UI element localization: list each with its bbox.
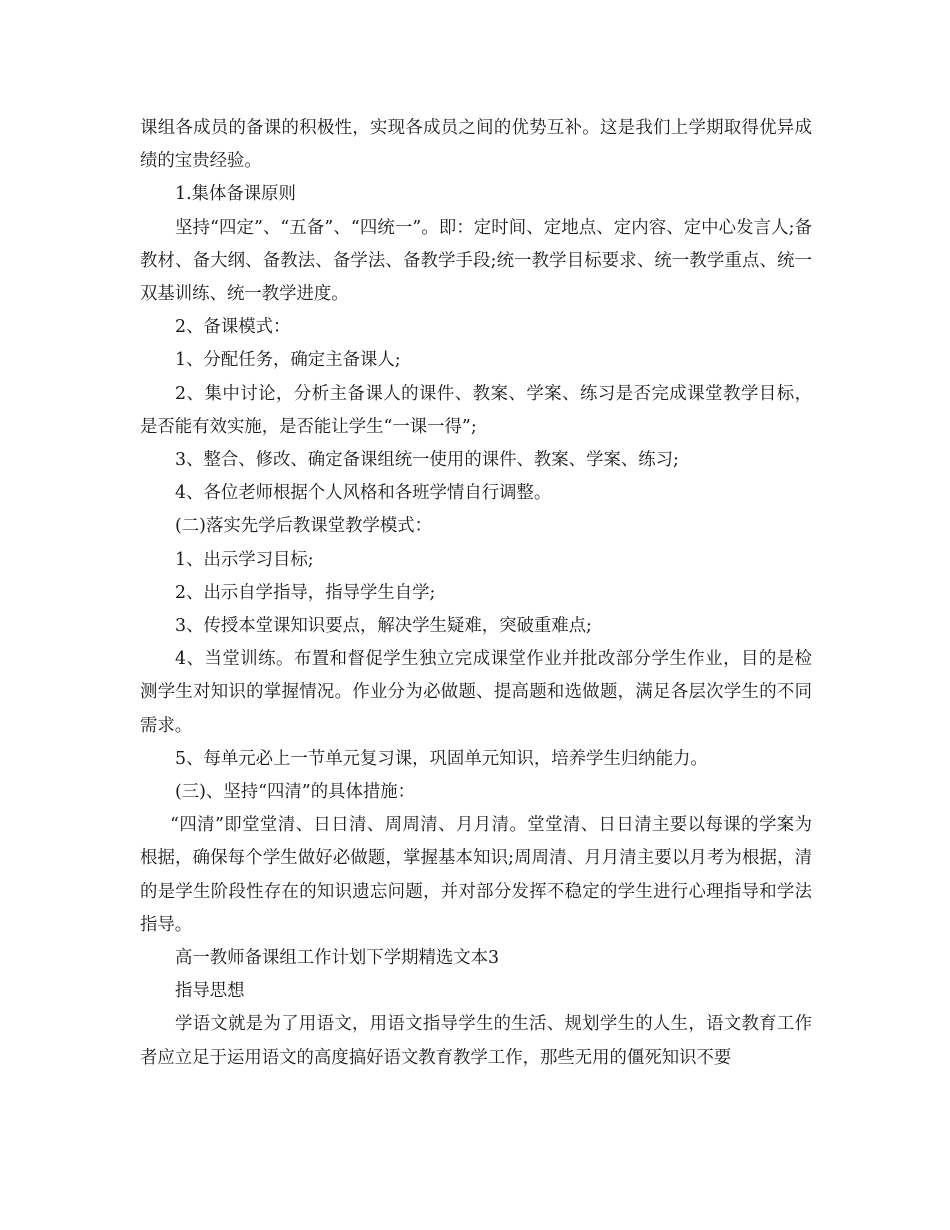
document-body [140,112,812,1075]
paragraph-mode-step-2: 2、集中讨论，分析主备课人的课件、教案、学案、练习是否完成课堂教学目标，是否能有效实施，是否能让学生“一课一得”; [140,383,812,437]
paragraph-heading-mode: 2、备课模式： [175,317,291,338]
paragraph-continuation: 课组各成员的备课的积极性，实现各成员之间的优势互补。这是我们上学期取得优异成绩的宝贵经验。 [140,118,812,172]
paragraph-mode-step-3: 3、整合、修改、确定备课组统一使用的课件、教案、学案、练习; [175,450,679,471]
paragraph-teaching-step-5: 5、每单元必上一节单元复习课，巩固单元知识，培养学生归纳能力。 [175,748,708,769]
paragraph-heading-principle: 1.集体备课原则 [175,184,296,205]
paragraph-section-title: 高一教师备课组工作计划下学期精选文本3 [175,948,500,969]
paragraph-guiding-thought-body: 学语文就是为了用语文，用语文指导学生的生活、规划学生的人生，语文教育工作者应立足于运用语文的高度搞好语文教育教学工作，那些无用的僵死知识不要 [140,1014,812,1068]
paragraph-four-clear-body: “四清”即堂堂清、日日清、周周清、月月清。堂堂清、日日清主要以每课的学案为根据，确保每个学生做好必做题，掌握基本知识;周周清、月月清主要以月考为根据，清的是学生阶段性存在的知识遗忘问题，并对部分发挥不稳定的学生进行心理指导和学法指导。 [140,815,812,935]
paragraph-teaching-step-1: 1、出示学习目标; [175,549,314,570]
paragraph-teaching-step-4: 4、当堂训练。布置和督促学生独立完成课堂作业并批改部分学生作业，目的是检测学生对知识的掌握情况。作业分为必做题、提高题和选做题，满足各层次学生的不同需求。 [140,649,812,736]
paragraph-heading-teaching-mode: (二)落实先学后教课堂教学模式： [175,516,433,537]
paragraph-heading-guiding-thought: 指导思想 [175,981,245,1002]
paragraph-mode-step-1: 1、分配任务，确定主备课人; [175,350,401,371]
paragraph-mode-step-4: 4、各位老师根据个人风格和各班学情自行调整。 [175,483,552,504]
paragraph-principle-body: 坚持“四定”、“五备”、“四统一”。即：定时间、定地点、定内容、定中心发言人;备教材、备大纲、备教法、备学法、备教学手段;统一教学目标要求、统一教学重点、统一双基训练、统一教学进度。 [140,217,812,305]
paragraph-teaching-step-2: 2、出示自学指导，指导学生自学; [175,582,436,603]
paragraph-heading-four-clear: (三)、坚持“四清”的具体措施： [175,782,416,803]
paragraph-teaching-step-3: 3、传授本堂课知识要点，解决学生疑难，突破重难点; [175,616,592,637]
